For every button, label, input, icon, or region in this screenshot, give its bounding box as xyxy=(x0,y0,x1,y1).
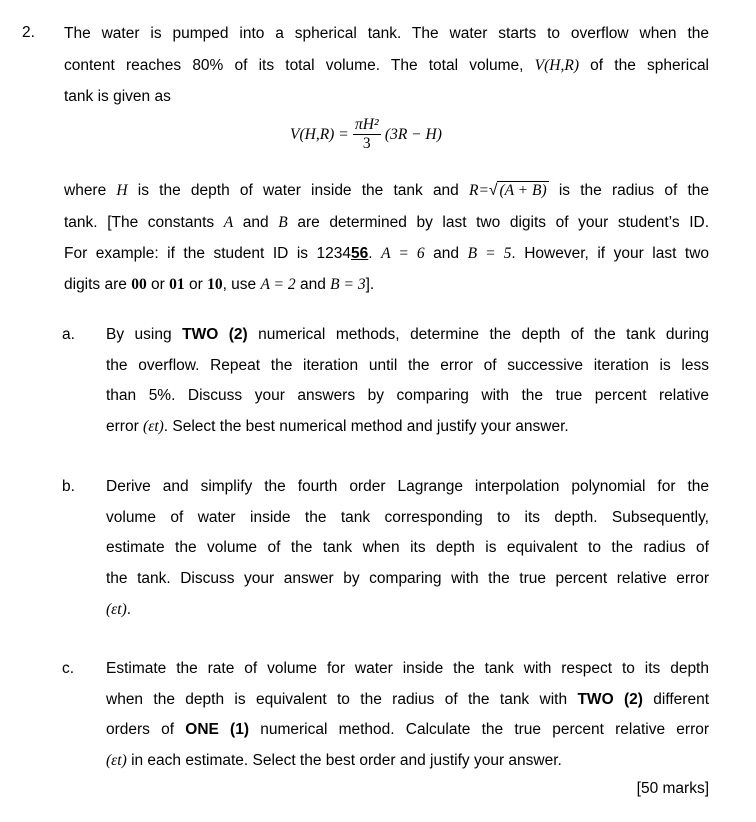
volume-symbol: V(H,R) xyxy=(534,57,579,74)
item-a-line-3: than 5%. Discuss your answers by comparing with the true percent relative xyxy=(106,387,709,404)
intro-line-1: The water is pumped into a spherical tank. The water starts to overflow when the xyxy=(64,25,709,42)
item-a-line-1: By using TWO (2) numerical methods, determine the depth of the tank during xyxy=(106,326,710,343)
total-marks: [50 marks] xyxy=(636,780,709,797)
digits-line: digits are 00 or 01 or 10, use A = 2 and B = 3]. xyxy=(64,276,375,293)
item-a-line-2: the overflow. Repeat the iteration until the error of successive iteration is less xyxy=(106,357,709,374)
where-line: where H is the depth of water inside the tank and R=√ (A + B) is the radius of the xyxy=(64,182,709,199)
formula-denominator: 3 xyxy=(362,135,371,153)
formula-rhs: (3R − H) xyxy=(384,126,442,143)
item-b-letter: b. xyxy=(62,478,75,495)
intro-line-2: content reaches 80% of its total volume. The total volume, V(H,R) of the spherical xyxy=(64,57,710,74)
item-b-line-3: estimate the volume of the tank when its depth is equivalent to the radius of xyxy=(106,539,709,556)
example-line: For example: if the student ID is 123456. A = 6 and B = 5. However, if your last two xyxy=(64,245,710,262)
formula-numerator: πH² xyxy=(354,116,379,134)
item-c-line-2: when the depth is equivalent to the radius of the tank with TWO (2) different xyxy=(106,691,710,708)
epsilon-t: (εt) xyxy=(143,418,164,435)
item-a-line-4: error (εt). Select the best numerical method and justify your answer. xyxy=(106,418,569,435)
item-c-letter: c. xyxy=(62,660,75,677)
sqrt-symbol: √ (A + B) xyxy=(488,182,547,199)
item-c-line-4: (εt) in each estimate. Select the best order and justify your answer. xyxy=(106,752,562,769)
formula-fraction xyxy=(353,116,381,153)
volume-formula xyxy=(290,115,442,155)
item-c-line-1: Estimate the rate of volume for water inside the tank with respect to its depth xyxy=(106,660,709,677)
item-b-line-4: the tank. Discuss your answer by comparing with the true percent relative error xyxy=(106,570,709,587)
item-b-line-2: volume of water inside the tank corresponding to its depth. Subsequently, xyxy=(106,509,709,526)
item-c-line-3: orders of ONE (1) numerical method. Calculate the true percent relative error xyxy=(106,721,710,738)
epsilon-t: (εt) xyxy=(106,752,127,769)
intro-line-3: tank is given as xyxy=(64,88,171,105)
epsilon-t: (εt) xyxy=(106,601,127,618)
item-b-line-5: (εt). xyxy=(106,601,132,618)
item-b-line-1: Derive and simplify the fourth order Lagrange interpolation polynomial for the xyxy=(106,478,709,495)
tank-constants-line: tank. [The constants A and B are determined by last two digits of your student’s ID. xyxy=(64,214,709,231)
formula-lhs: V(H,R) = xyxy=(290,126,349,143)
item-a-letter: a. xyxy=(62,326,75,343)
question-number: 2. xyxy=(22,24,35,41)
